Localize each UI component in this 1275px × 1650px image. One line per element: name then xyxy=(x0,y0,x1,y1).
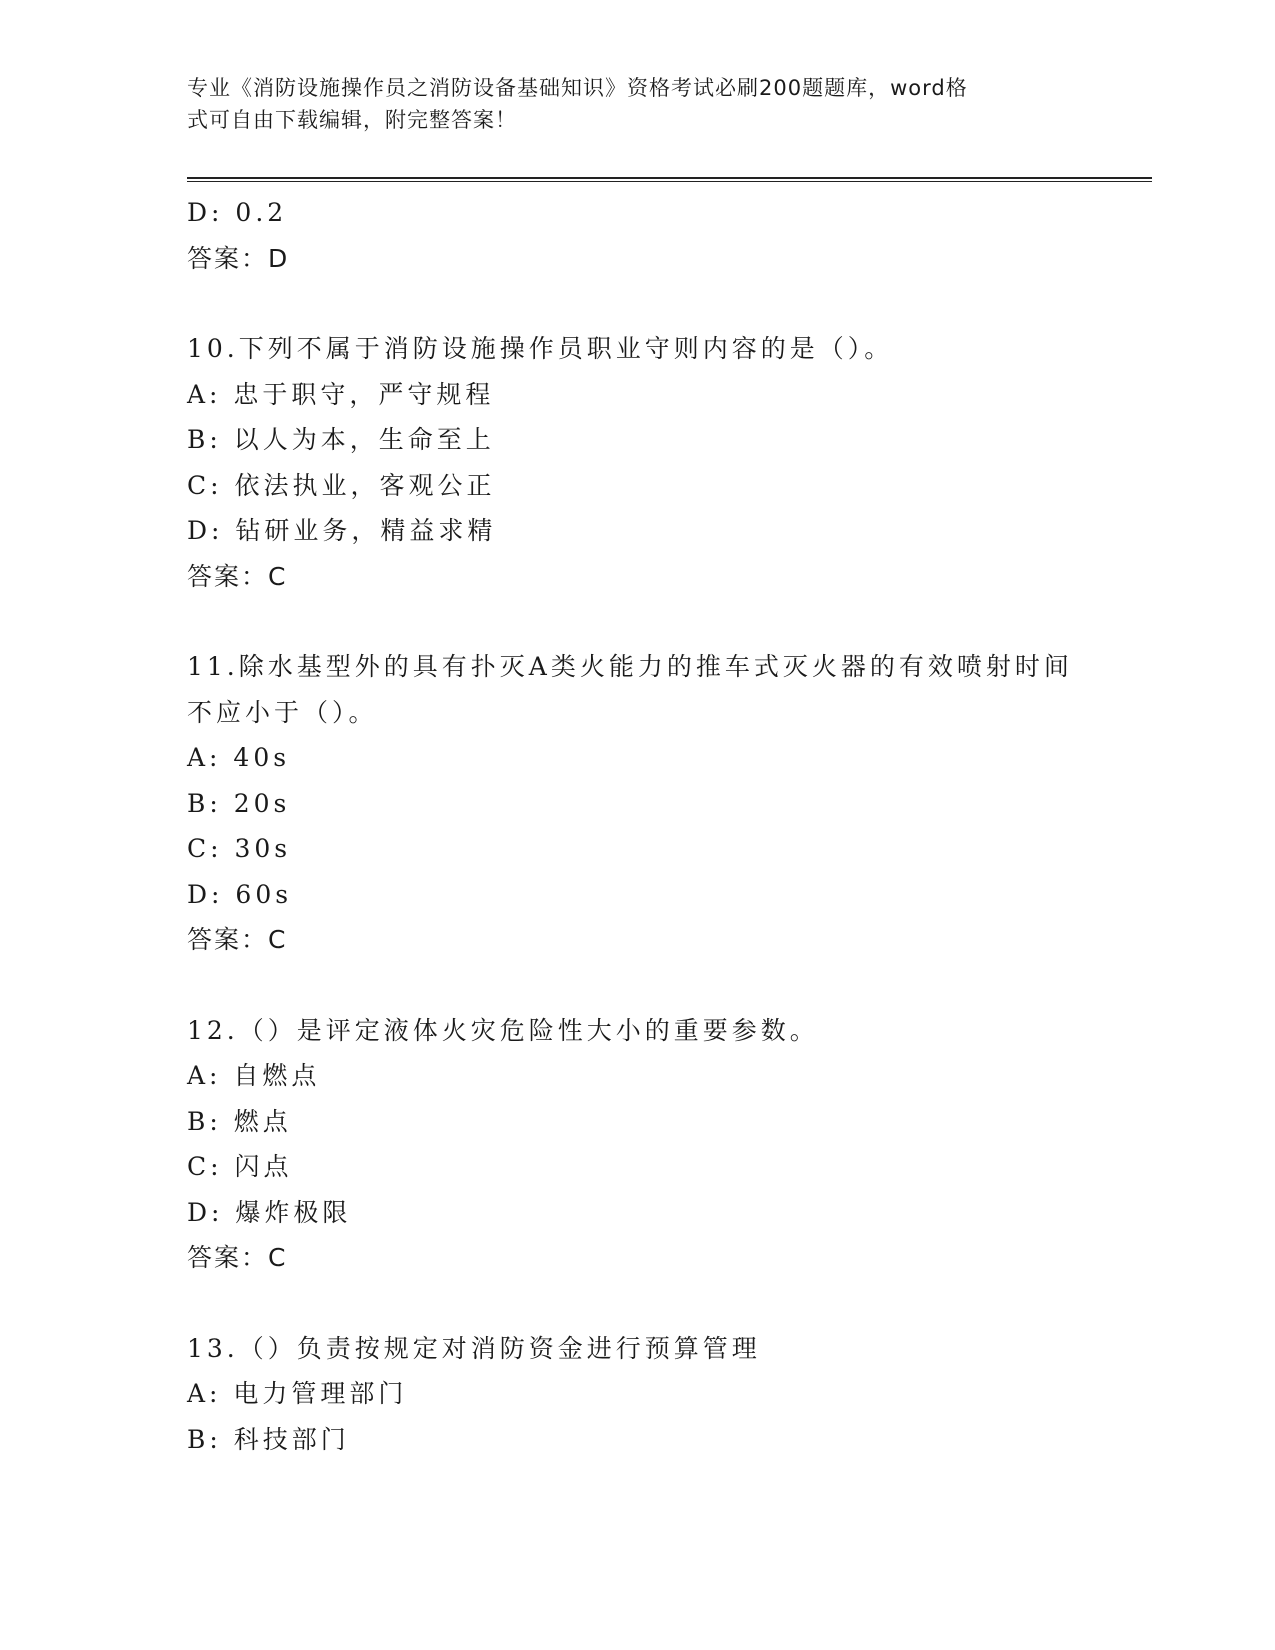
option-a: A: 自燃点 xyxy=(187,1061,321,1090)
question-12 xyxy=(187,1008,1087,1281)
question-11 xyxy=(187,644,1087,963)
option-d: D: 爆炸极限 xyxy=(187,1197,352,1227)
question-stem-line-1: 11.除水基型外的具有扑灭A类火能力的推车式灭火器的有效喷射时间 xyxy=(187,652,1073,681)
option-c: C: 30s xyxy=(187,834,292,863)
header-line-1: 专业《消防设施操作员之消防设备基础知识》资格考试必刷200题题库，word格 xyxy=(187,76,968,100)
question-10 xyxy=(187,326,1087,599)
option-c: C: 依法执业，客观公正 xyxy=(187,470,496,500)
answer: 答案：C xyxy=(187,1243,288,1272)
option-c: C: 闪点 xyxy=(187,1152,293,1181)
question-stem: 12.（）是评定液体火灾危险性大小的重要参数。 xyxy=(187,1015,819,1045)
answer: 答案：D xyxy=(187,243,290,273)
option-d: D: 钻研业务，精益求精 xyxy=(187,516,497,545)
option-a: A: 忠于职守，严守规程 xyxy=(187,379,495,409)
option-d: D: 0.2 xyxy=(187,198,288,227)
question-stem: 13.（）负责按规定对消防资金进行预算管理 xyxy=(187,1333,761,1363)
answer: 答案：C xyxy=(187,561,288,591)
question-list xyxy=(187,190,1087,1462)
header-line-2: 式可自由下载编辑，附完整答案！ xyxy=(187,108,517,132)
option-a: A: 40s xyxy=(187,743,291,772)
answer: 答案：C xyxy=(187,925,288,954)
question-13 xyxy=(187,1326,1087,1463)
option-b: B: 燃点 xyxy=(187,1106,292,1136)
option-b: B: 科技部门 xyxy=(187,1424,350,1454)
question-stem-line-2: 不应小于（）。 xyxy=(187,697,378,727)
option-a: A: 电力管理部门 xyxy=(187,1379,408,1408)
header-divider xyxy=(187,177,1152,182)
document-header xyxy=(187,72,1067,136)
option-b: B: 以人为本，生命至上 xyxy=(187,425,495,454)
question-stem: 10.下列不属于消防设施操作员职业守则内容的是（）。 xyxy=(187,334,894,363)
option-b: B: 20s xyxy=(187,788,291,818)
option-d: D: 60s xyxy=(187,879,293,909)
